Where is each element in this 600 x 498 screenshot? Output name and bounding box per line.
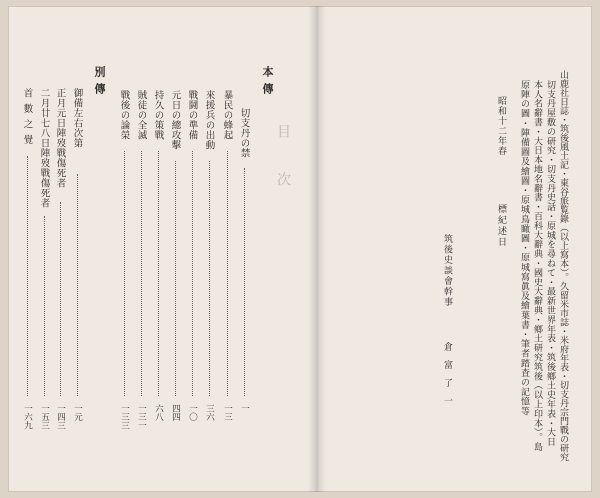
- toc-leader: [124, 151, 125, 396]
- toc-page-number: 一〇: [187, 404, 198, 421]
- toc-entry: 戰鬪の準備: [186, 90, 198, 140]
- toc-entry: 賊徒の全滅: [135, 90, 147, 140]
- toc-leader: [209, 161, 210, 396]
- book-gutter: [308, 6, 326, 492]
- toc-leader: [44, 216, 45, 396]
- toc-entry: 戰後の論榮: [118, 90, 130, 140]
- section-heading-betsuden: 別傳: [93, 66, 106, 100]
- toc-leader: [227, 151, 228, 396]
- preface-date: 昭和十二年春: [496, 96, 506, 156]
- toc-entry: 御備左右次第: [71, 88, 83, 148]
- toc-leader: [175, 161, 176, 396]
- toc-page: [8, 6, 308, 492]
- toc-title: 目次: [275, 124, 291, 220]
- toc-page-number: 一四三: [55, 404, 66, 430]
- toc-page-number: 一三: [222, 404, 233, 421]
- toc-leader: [192, 151, 193, 396]
- toc-page-number: 一: [239, 404, 250, 413]
- toc-entry: 二月廿七八日陣歿戰傷死者: [38, 88, 50, 208]
- section-heading-honden: 本傳: [261, 66, 274, 100]
- toc-leader: [141, 151, 142, 396]
- toc-entry: 元日の總攻擊: [169, 90, 181, 150]
- toc-page-number: 四四: [170, 404, 181, 421]
- toc-page-number: 一三一: [136, 404, 147, 430]
- organization-name: 筑後史談會幹事: [442, 234, 452, 308]
- preface-note: 標紀述日: [496, 204, 506, 248]
- toc-entry: 切支丹の禁: [238, 108, 250, 158]
- toc-page-number: 一三三: [119, 404, 130, 430]
- references-line: 山鹿社日誌・筑後風土記・東谷旅覧錄（以上寫本）。久留米市誌・米府年表・切支丹宗門戰の研究: [558, 70, 568, 462]
- references-page: [326, 6, 592, 492]
- references-line: 原陣の圖・陣備圖及繪圖・原城鳥瞰圖・原城寫眞及繪葉書・筆者踏査の記憶等: [519, 80, 529, 416]
- author-name: 倉富了一: [442, 342, 452, 414]
- references-line: 本人名辭書・大日本地名辭書・百科大辭典・國史大辭典・鄉土研究筑後（以上印本）。島: [532, 80, 542, 452]
- toc-leader: [60, 202, 61, 396]
- toc-entry: 暴民の蜂起: [221, 90, 233, 140]
- toc-leader: [244, 168, 245, 396]
- toc-page-number: 一六九: [22, 404, 33, 430]
- toc-entry: 正月元日陣歿戰傷死者: [54, 88, 66, 188]
- toc-leader: [77, 174, 78, 396]
- toc-entry: 來援兵の出動: [203, 90, 215, 150]
- toc-entry: 首數之覺: [21, 88, 33, 150]
- toc-page-number: 三六: [204, 404, 215, 421]
- toc-page-number: 一五三: [39, 404, 50, 430]
- toc-page-number: 六八: [153, 404, 164, 421]
- references-line: 切支丹屋敷の研究・切支丹史話・原城を尋ねて・最新世界年表・筑後鄉土史年表・大日: [545, 80, 555, 447]
- toc-leader: [27, 156, 28, 396]
- toc-leader: [158, 151, 159, 396]
- toc-entry: 持久の策戰: [152, 90, 164, 140]
- toc-page-number: 一元: [72, 404, 83, 421]
- book-spread: [8, 6, 592, 492]
